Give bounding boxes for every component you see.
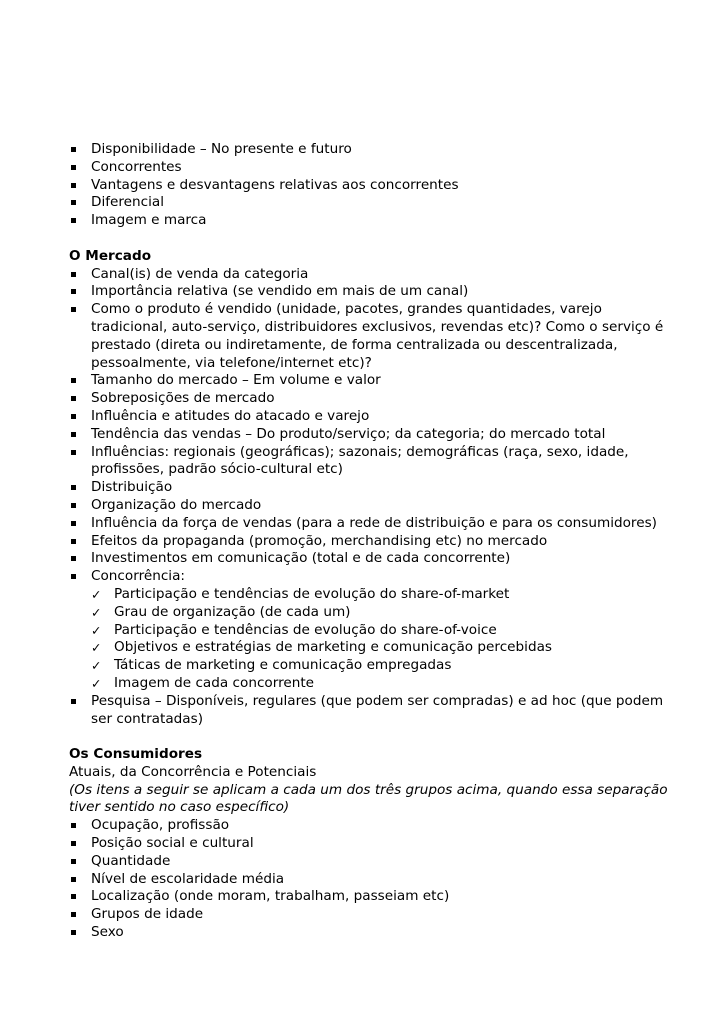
check-list-item: ✓ Participação e tendências de evolução do share-of-voice [69,622,669,640]
list-item: Nível de escolaridade média [69,871,669,889]
list-item: Efeitos da propaganda (promoção, merchandising etc) no mercado [69,533,669,551]
list-item: Sobreposições de mercado [69,390,669,408]
list-item: Concorrentes [69,159,669,177]
bullet-list-pesquisa [69,693,669,729]
list-item: Posição social e cultural [69,835,669,853]
spacer [69,230,669,248]
list-item: Influência da força de vendas (para a rede de distribuição e para os consumidores) [69,515,669,533]
list-item: Ocupação, profissão [69,817,669,835]
check-list-item: ✓ Táticas de marketing e comunicação empregadas [69,657,669,675]
section-note: (Os itens a seguir se aplicam a cada um dos três grupos acima, quando essa separação tiver sentido no caso específico) [69,781,668,816]
bullet-list-produto [69,141,669,230]
section-heading-consumidores: Os Consumidores [69,746,203,763]
list-item: Importância relativa (se vendido em mais de um canal) [69,283,669,301]
list-item: Grupos de idade [69,906,669,924]
bullet-list-consumidores [69,817,669,942]
list-item: Tamanho do mercado – Em volume e valor [69,372,669,390]
list-item: Tendência das vendas – Do produto/serviço; da categoria; do mercado total [69,426,669,444]
section-subtitle: Atuais, da Concorrência e Potenciais [69,763,317,780]
check-list-concorrencia [69,586,669,693]
check-list-item: ✓ Participação e tendências de evolução do share-of-market [69,586,669,604]
spacer [69,728,669,746]
list-item: Pesquisa – Disponíveis, regulares (que podem ser compradas) e ad hoc (que podem ser contratadas) [69,693,669,729]
list-item: Organização do mercado [69,497,669,515]
list-item: Imagem e marca [69,212,669,230]
bullet-list-mercado [69,266,669,586]
list-item: Disponibilidade – No presente e futuro [69,141,669,159]
list-item: Vantagens e desvantagens relativas aos concorrentes [69,177,669,195]
list-item: Influências: regionais (geográficas); sazonais; demográficas (raça, sexo, idade, profissões, padrão sócio-cultural etc) [69,444,669,480]
list-item: Como o produto é vendido (unidade, pacotes, grandes quantidades, varejo tradicional, auto-serviço, distribuidores exclusivos, revendas etc)? Como o serviço é prestado (direta ou indiretamente, de forma centralizada ou descentralizada, pessoalmente, via telefone/internet etc)? [69,301,669,372]
list-item: Influência e atitudes do atacado e varejo [69,408,669,426]
list-item: Canal(is) de venda da categoria [69,266,669,284]
list-item: Localização (onde moram, trabalham, passeiam etc) [69,888,669,906]
list-item: Distribuição [69,479,669,497]
list-item: Concorrência: [69,568,669,586]
section-heading-mercado: O Mercado [69,247,152,264]
document-content [69,141,669,942]
list-item: Sexo [69,924,669,942]
check-list-item: ✓ Objetivos e estratégias de marketing e comunicação percebidas [69,639,669,657]
list-item: Investimentos em comunicação (total e de cada concorrente) [69,550,669,568]
check-list-item: ✓ Grau de organização (de cada um) [69,604,669,622]
list-item: Quantidade [69,853,669,871]
check-list-item: ✓ Imagem de cada concorrente [69,675,669,693]
list-item: Diferencial [69,194,669,212]
